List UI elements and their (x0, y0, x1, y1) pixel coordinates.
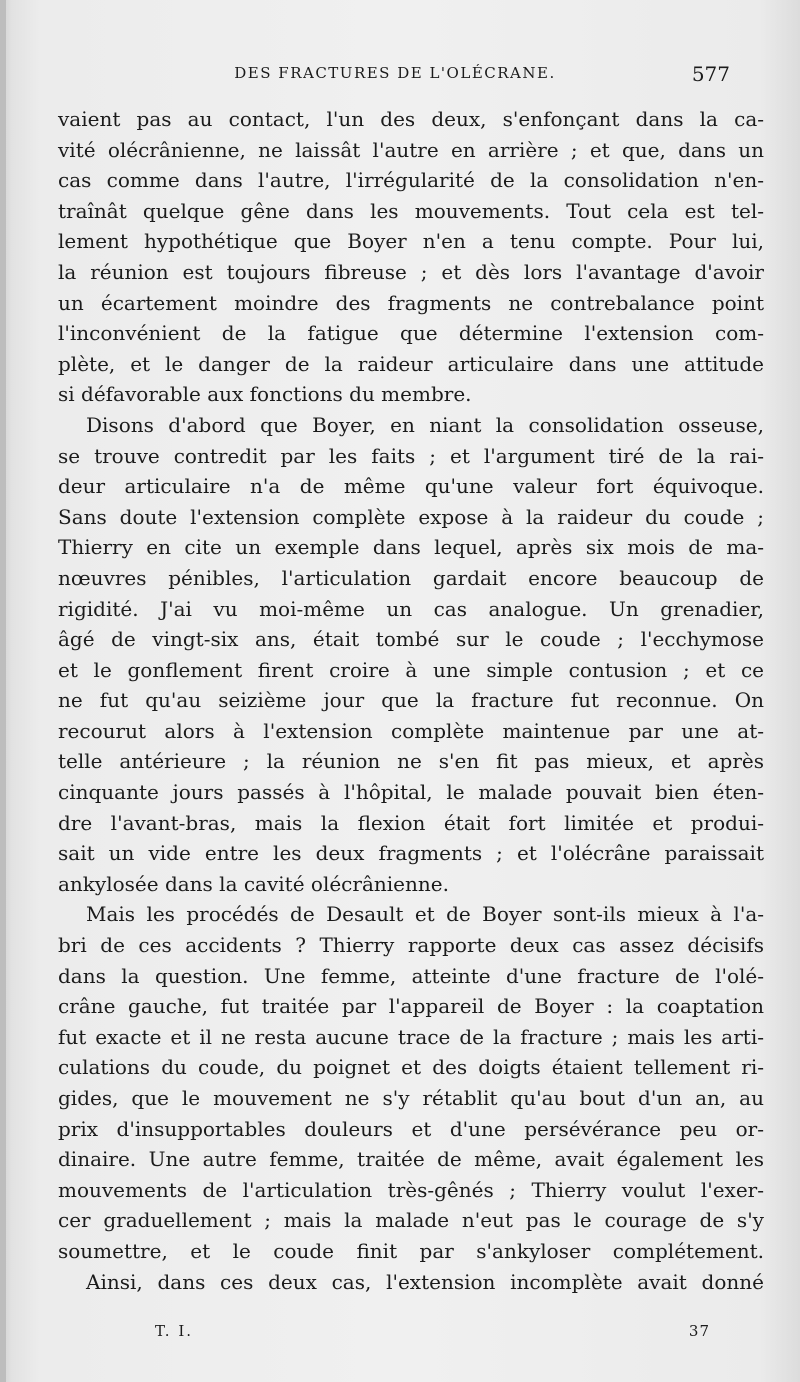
text-line: cinquante jours passés à l'hôpital, le malade pouvait bien éten- (58, 780, 764, 805)
text-line: soumettre, et le coude finit par s'ankyloser complétement. (58, 1238, 764, 1263)
text-line: culations du coude, du poignet et des doigts étaient tellement ri- (58, 1055, 764, 1080)
text-line: vité olécrânienne, ne laissât l'autre en arrière ; et que, dans un (58, 137, 764, 162)
text-line: dans la question. Une femme, atteinte d'une fracture de l'olé- (58, 963, 764, 988)
text-line: dre l'avant-bras, mais la flexion était fort limitée et produi- (58, 810, 764, 835)
body-text (58, 104, 764, 1297)
page-number: 577 (691, 62, 730, 86)
text-line: plète, et le danger de la raideur articulaire dans une attitude (58, 351, 764, 376)
text-line: lement hypothétique que Boyer n'en a tenu compte. Pour lui, (58, 229, 764, 254)
text-line: ne fut qu'au seizième jour que la fracture fut reconnue. On (58, 688, 764, 713)
text-line: cas comme dans l'autre, l'irrégularité de la consolidation n'en- (58, 168, 764, 193)
text-line: traînât quelque gêne dans les mouvements. Tout cela est tel- (58, 198, 764, 223)
text-line: nœuvres pénibles, l'articulation gardait encore beaucoup de (58, 565, 764, 590)
running-head (60, 62, 730, 86)
text-line: recourut alors à l'extension complète maintenue par une at- (58, 718, 764, 743)
text-line: deur articulaire n'a de même qu'une valeur fort équivoque. (58, 474, 764, 499)
text-line: crâne gauche, fut traitée par l'appareil de Boyer : la coaptation (58, 994, 764, 1019)
text-line: Mais les procédés de Desault et de Boyer sont-ils mieux à l'a- (86, 902, 764, 927)
text-line: l'inconvénient de la fatigue que détermine l'extension com- (58, 321, 764, 346)
text-line: et le gonflement firent croire à une simple contusion ; et ce (58, 657, 764, 682)
text-line: Ainsi, dans ces deux cas, l'extension incomplète avait donné (86, 1269, 764, 1294)
text-line: prix d'insupportables douleurs et d'une persévérance peu or- (58, 1116, 764, 1141)
text-line: âgé de vingt-six ans, était tombé sur le coude ; l'ecchymose (58, 627, 764, 652)
text-line: telle antérieure ; la réunion ne s'en fit pas mieux, et après (58, 749, 764, 774)
text-line: un écartement moindre des fragments ne contrebalance point (58, 290, 764, 315)
text-line: vaient pas au contact, l'un des deux, s'enfonçant dans la ca- (58, 107, 764, 131)
text-line: Disons d'abord que Boyer, en niant la consolidation osseuse, (86, 412, 764, 437)
text-line: bri de ces accidents ? Thierry rapporte deux cas assez décisifs (58, 933, 764, 958)
signature-mark: T. I. (155, 1322, 194, 1340)
running-head-title: DES FRACTURES DE L'OLÉCRANE. (234, 64, 556, 82)
text-line: dinaire. Une autre femme, traitée de même, avait également les (58, 1147, 764, 1172)
text-line: rigidité. J'ai vu moi-même un cas analogue. Un grenadier, (58, 596, 764, 621)
text-line: la réunion est toujours fibreuse ; et dès lors l'avantage d'avoir (58, 259, 764, 284)
text-line: ankylosée dans la cavité olécrânienne. (58, 871, 449, 896)
text-line: fut exacte et il ne resta aucune trace de la fracture ; mais les arti- (58, 1024, 764, 1049)
text-line: cer graduellement ; mais la malade n'eut pas le courage de s'y (58, 1208, 764, 1233)
text-line: Sans doute l'extension complète expose à la raideur du coude ; (58, 504, 764, 529)
text-line: Thierry en cite un exemple dans lequel, après six mois de ma- (58, 535, 764, 560)
page-footer (155, 1322, 710, 1346)
signature-number: 37 (688, 1322, 710, 1340)
text-line: gides, que le mouvement ne s'y rétablit qu'au bout d'un an, au (58, 1086, 764, 1110)
text-line: si défavorable aux fonctions du membre. (58, 382, 472, 407)
text-line: mouvements de l'articulation très-gênés ; Thierry voulut l'exer- (58, 1177, 764, 1202)
page-gutter-shadow (0, 0, 6, 1382)
text-line: sait un vide entre les deux fragments ; et l'olécrâne paraissait (58, 841, 764, 866)
text-line: se trouve contredit par les faits ; et l'argument tiré de la rai- (58, 443, 764, 468)
